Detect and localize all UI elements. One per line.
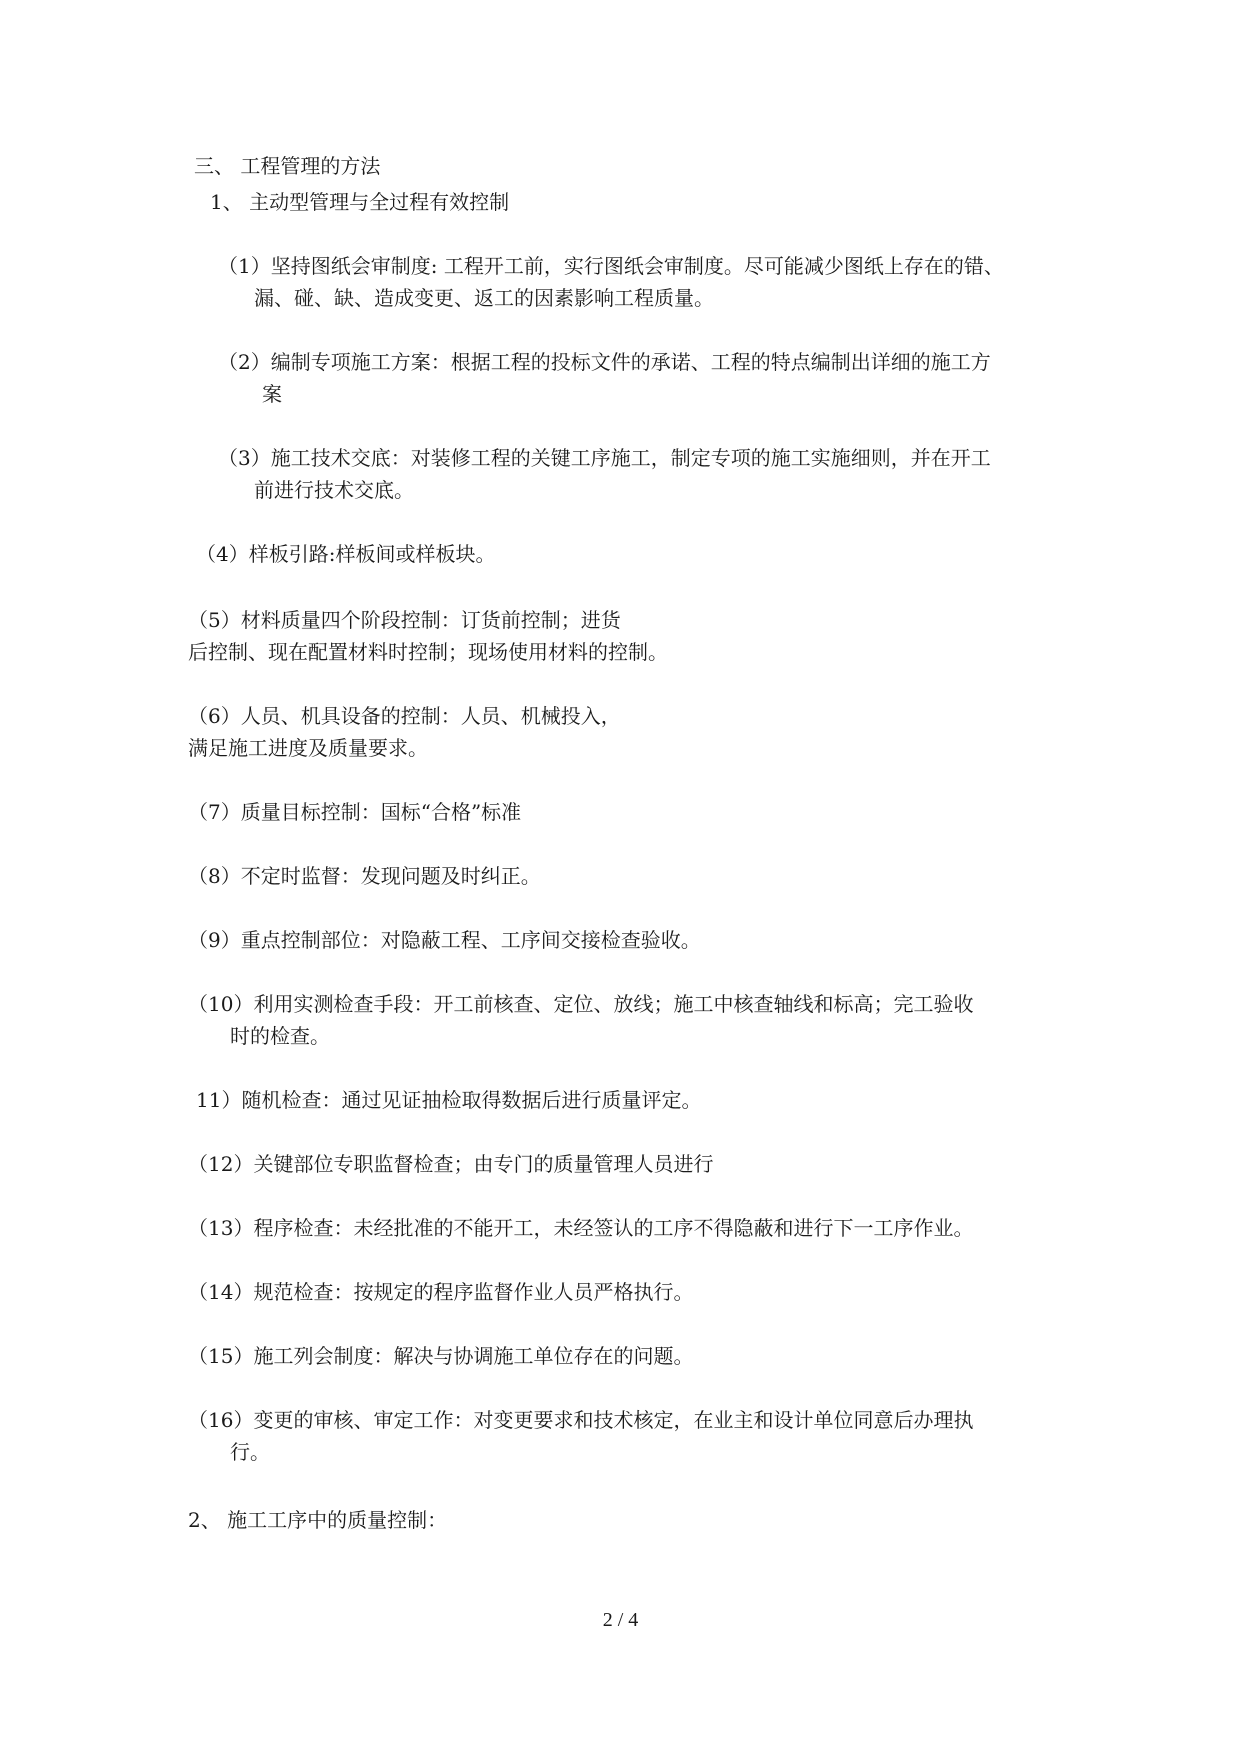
item-text: 关键部位专职监督检查；由专门的质量管理人员进行: [253, 1152, 714, 1176]
item-text: 利用实测检查手段：开工前核查、定位、放线；施工中核查轴线和标高；完工验收: [253, 992, 974, 1016]
list-item: [218, 350, 991, 374]
item-number: （4）: [196, 542, 249, 566]
item-number: （1）: [218, 254, 271, 278]
list-item: [188, 608, 621, 632]
item-text: 规范检查：按规定的程序监督作业人员严格执行。: [253, 1280, 694, 1304]
item-number: （5）: [188, 608, 241, 632]
item-number: （9）: [188, 928, 241, 952]
item-text: 随机检查：通过见证抽检取得数据后进行质量评定。: [241, 1088, 702, 1112]
item-text: 质量目标控制：国标“合格”标准: [240, 800, 522, 824]
item-text: 人员、机具设备的控制：人员、机械投入，: [240, 704, 621, 728]
item-number: 11）: [196, 1088, 242, 1112]
list-item: [188, 928, 701, 952]
list-item: [196, 1088, 701, 1112]
list-item-continuation: 后控制、现在配置材料时控制；现场使用材料的控制。: [188, 640, 668, 664]
subsection-heading-1: 1、 主动型管理与全过程有效控制: [210, 190, 510, 214]
item-text: 程序检查：未经批准的不能开工，未经签认的工序不得隐蔽和进行下一工序作业。: [253, 1216, 974, 1240]
list-item: [188, 704, 621, 728]
item-number: （12）: [188, 1152, 254, 1176]
item-text: 材料质量四个阶段控制：订货前控制；进货: [240, 608, 621, 632]
list-item: [188, 1408, 973, 1432]
item-number: （10）: [188, 992, 254, 1016]
subsection-heading-2: 2、 施工工序中的质量控制：: [188, 1508, 448, 1532]
item-number: （8）: [188, 864, 241, 888]
item-text: 施工技术交底：对装修工程的关键工序施工，制定专项的施工实施细则，并在开工: [270, 446, 991, 470]
page-number: 2 / 4: [602, 1609, 639, 1631]
list-item: [188, 1152, 713, 1176]
item-text: 样板引路:样板间或样板块。: [248, 542, 496, 566]
list-item-continuation: 时的检查。: [230, 1024, 330, 1048]
list-item: [188, 1344, 693, 1368]
list-item: [188, 1280, 693, 1304]
list-item-continuation: 前进行技术交底。: [254, 478, 414, 502]
list-item: [218, 254, 1004, 278]
item-number: （7）: [188, 800, 241, 824]
item-number: （16）: [188, 1408, 254, 1432]
list-item-continuation: 满足施工进度及质量要求。: [188, 736, 428, 760]
list-item-continuation: 行。: [230, 1440, 270, 1464]
item-number: （2）: [218, 350, 271, 374]
item-text: 重点控制部位：对隐蔽工程、工序间交接检查验收。: [240, 928, 701, 952]
list-item: [196, 542, 495, 566]
item-number: （6）: [188, 704, 241, 728]
item-text: 变更的审核、审定工作：对变更要求和技术核定，在业主和设计单位同意后办理执: [253, 1408, 974, 1432]
item-number: （13）: [188, 1216, 254, 1240]
item-text: 编制专项施工方案：根据工程的投标文件的承诺、工程的特点编制出详细的施工方: [270, 350, 991, 374]
item-number: （14）: [188, 1280, 254, 1304]
section-title: 三、 工程管理的方法: [194, 154, 381, 178]
item-number: （3）: [218, 446, 271, 470]
list-item-continuation: 案: [262, 382, 282, 406]
item-text: 不定时监督：发现问题及时纠正。: [240, 864, 541, 888]
list-item: [218, 446, 991, 470]
item-text: 坚持图纸会审制度: 工程开工前，实行图纸会审制度。尽可能减少图纸上存在的错、: [270, 254, 1004, 278]
item-text: 施工列会制度：解决与协调施工单位存在的问题。: [253, 1344, 694, 1368]
list-item-continuation: 漏、碰、缺、造成变更、返工的因素影响工程质量。: [254, 286, 714, 310]
list-item: [188, 800, 521, 824]
list-item: [188, 992, 973, 1016]
list-item: [188, 1216, 973, 1240]
item-number: （15）: [188, 1344, 254, 1368]
list-item: [188, 864, 541, 888]
